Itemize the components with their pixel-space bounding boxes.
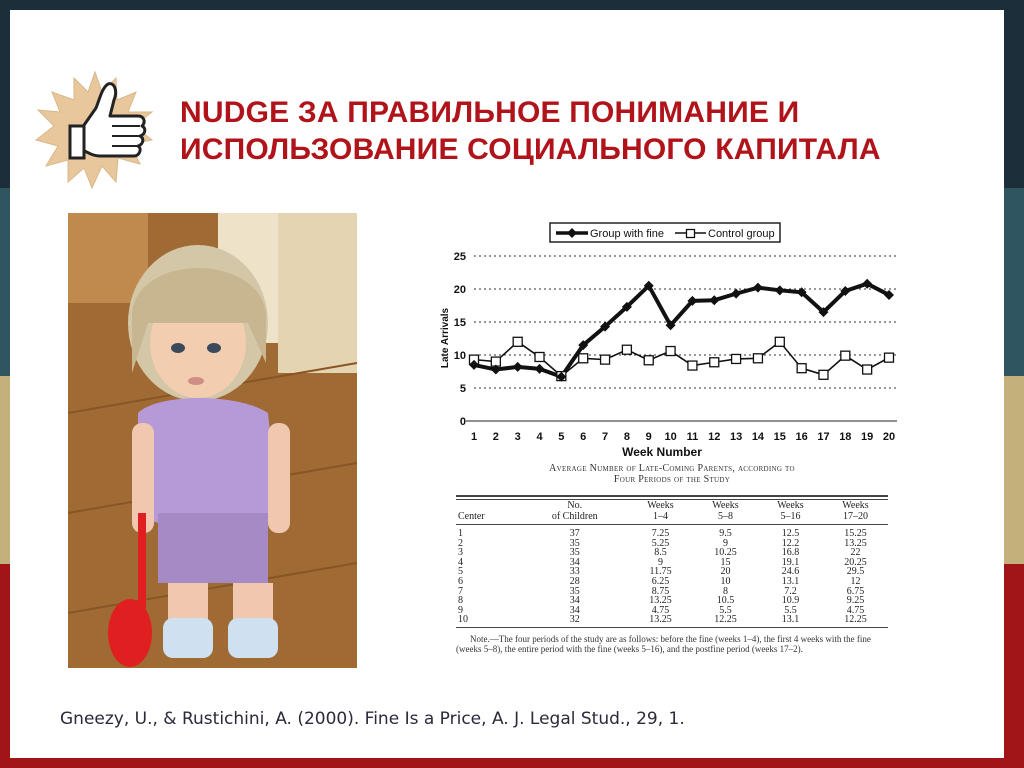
x-tick-label: 20 bbox=[882, 431, 896, 443]
table-cell: 34 bbox=[569, 604, 580, 616]
point-control bbox=[863, 365, 872, 374]
table-cell: 35 bbox=[569, 547, 580, 559]
table-row bbox=[456, 596, 888, 606]
legend-label-control: Control group bbox=[708, 228, 775, 240]
point-control bbox=[622, 345, 631, 354]
point-fine bbox=[709, 295, 719, 305]
table-row bbox=[456, 606, 888, 616]
x-tick-label: 18 bbox=[839, 431, 852, 443]
table-row bbox=[456, 548, 888, 558]
table-row bbox=[456, 558, 888, 568]
table-cell: 8.5 bbox=[654, 547, 667, 559]
table-cell: 13.25 bbox=[628, 615, 693, 627]
data-table bbox=[456, 500, 888, 628]
table-cell: 15 bbox=[720, 556, 731, 568]
x-tick-label: 14 bbox=[751, 431, 765, 443]
table-cell: 20.25 bbox=[844, 556, 867, 568]
point-control bbox=[579, 354, 588, 363]
point-control bbox=[885, 353, 894, 362]
table-note: Note.—The four periods of the study are as follows: before the fine (weeks 1–4), the first 4 weeks with the fine (weeks 5–8), the entire period with the fine (weeks 5–16), and the postfine period (weeks 17–2). bbox=[456, 633, 871, 654]
point-control bbox=[688, 361, 697, 370]
point-control bbox=[732, 354, 741, 363]
table-row bbox=[456, 567, 888, 577]
y-axis-label: Late Arrivals bbox=[440, 307, 451, 369]
table-cell-center: 4 bbox=[458, 556, 463, 568]
point-fine bbox=[535, 364, 545, 374]
point-control bbox=[775, 337, 784, 346]
y-tick-label: 5 bbox=[459, 383, 466, 395]
table-cell: 12.25 bbox=[823, 615, 888, 627]
table-cell: 34 bbox=[569, 595, 580, 607]
table-cell: 6.75 bbox=[846, 585, 865, 597]
x-tick-label: 3 bbox=[514, 431, 521, 443]
table-cell: 20 bbox=[720, 566, 731, 578]
point-control bbox=[797, 364, 806, 373]
table-cell: 15.25 bbox=[844, 528, 867, 539]
legend-marker-control bbox=[687, 230, 695, 238]
table-cell-center: 3 bbox=[458, 547, 463, 559]
table-cell: 13.25 bbox=[649, 595, 672, 607]
table-cell-center: 1 bbox=[458, 528, 463, 539]
table-cell-center: 5 bbox=[458, 566, 463, 578]
table-row bbox=[456, 539, 888, 549]
point-fine bbox=[753, 283, 763, 293]
slide-title-line-1: NUDGE ЗА ПРАВИЛЬНОЕ ПОНИМАНИЕ И bbox=[180, 96, 800, 129]
table-cell: 29.5 bbox=[846, 566, 865, 578]
table-cell: 4.75 bbox=[846, 604, 865, 616]
x-tick-label: 16 bbox=[795, 431, 808, 443]
table-title-line-2: Four Periods of the Study bbox=[613, 474, 731, 485]
table-cell-center: 2 bbox=[458, 537, 463, 549]
point-fine bbox=[731, 289, 741, 299]
late-arrivals-line-chart bbox=[422, 210, 902, 462]
table-cell: 10.5 bbox=[716, 595, 735, 607]
table-cell: 37 bbox=[569, 528, 580, 539]
legend-label-fine: Group with fine bbox=[590, 228, 664, 240]
header-w2-top: Weeks bbox=[712, 500, 739, 511]
point-control bbox=[753, 354, 762, 363]
table-cell: 10 bbox=[720, 575, 731, 587]
x-tick-label: 10 bbox=[664, 431, 677, 443]
y-tick-label: 25 bbox=[453, 251, 466, 263]
citation: Gneezy, U., & Rustichini, A. (2000). Fine Is a Price, A. J. Legal Stud., 29, 1. bbox=[60, 709, 685, 729]
point-control bbox=[601, 355, 610, 364]
table-cell: 12.5 bbox=[781, 528, 800, 539]
point-fine bbox=[775, 285, 785, 295]
x-tick-label: 12 bbox=[708, 431, 721, 443]
x-tick-label: 13 bbox=[729, 431, 743, 443]
table-cell: 5.25 bbox=[651, 537, 670, 549]
x-tick-label: 15 bbox=[773, 431, 786, 443]
table-top-rule bbox=[456, 495, 888, 497]
table-cell-center: 8 bbox=[458, 595, 463, 607]
table-cell: 35 bbox=[569, 585, 580, 597]
table-row bbox=[456, 615, 888, 627]
table-cell: 24.6 bbox=[781, 566, 800, 578]
table-cell: 13.25 bbox=[844, 537, 867, 549]
table-cell: 28 bbox=[569, 575, 580, 587]
point-control bbox=[666, 347, 675, 356]
x-tick-label: 5 bbox=[558, 431, 565, 443]
x-tick-label: 9 bbox=[645, 431, 652, 443]
point-fine bbox=[513, 362, 523, 372]
header-w2-bottom: 5–8 bbox=[693, 511, 758, 525]
table-cell: 11.75 bbox=[649, 566, 672, 578]
x-tick-label: 8 bbox=[623, 431, 630, 443]
x-tick-label: 1 bbox=[470, 431, 478, 443]
x-tick-label: 2 bbox=[492, 431, 499, 443]
x-tick-label: 17 bbox=[817, 431, 830, 443]
late-parents-table bbox=[456, 463, 888, 654]
table-row bbox=[456, 525, 888, 539]
table-cell: 6.25 bbox=[651, 575, 670, 587]
table-cell: 12.25 bbox=[693, 615, 758, 627]
table-cell: 35 bbox=[569, 537, 580, 549]
table-cell: 13.1 bbox=[758, 615, 823, 627]
point-control bbox=[819, 370, 828, 379]
table-cell: 5.5 bbox=[784, 604, 797, 616]
point-control bbox=[841, 351, 850, 360]
x-tick-label: 6 bbox=[580, 431, 587, 443]
table-title-line-1: Average Number of Late-Coming Parents, according to bbox=[549, 463, 795, 474]
table-cell: 9 bbox=[658, 556, 663, 568]
table-row bbox=[456, 577, 888, 587]
chart-legend bbox=[550, 223, 780, 242]
table-cell-center: 7 bbox=[458, 585, 463, 597]
header-w3-bottom: 5–16 bbox=[758, 511, 823, 525]
y-tick-label: 20 bbox=[453, 284, 466, 296]
header-children-top: No. bbox=[567, 500, 583, 511]
point-control bbox=[513, 337, 522, 346]
header-center: Center bbox=[456, 511, 522, 525]
table-cell: 9.5 bbox=[719, 528, 732, 539]
table-cell: 8 bbox=[722, 585, 728, 597]
table-cell: 19.1 bbox=[781, 556, 800, 568]
table-cell: 10.9 bbox=[781, 595, 800, 607]
table-cell-center: 6 bbox=[458, 575, 463, 587]
table-cell: 32 bbox=[522, 615, 629, 627]
x-axis-label: Week Number bbox=[622, 445, 702, 459]
photo-girl-with-shovel bbox=[68, 213, 357, 668]
table-cell: 34 bbox=[569, 556, 580, 568]
table-row bbox=[456, 587, 888, 597]
table-cell: 7.2 bbox=[784, 585, 797, 597]
table-cell: 7.25 bbox=[651, 528, 670, 539]
x-tick-label: 19 bbox=[861, 431, 874, 443]
point-control bbox=[710, 358, 719, 367]
table-cell: 4.75 bbox=[651, 604, 670, 616]
x-tick-label: 4 bbox=[536, 431, 543, 443]
slide-title bbox=[180, 94, 980, 168]
series-line-fine bbox=[474, 284, 889, 377]
y-tick-label: 10 bbox=[453, 350, 466, 362]
table-cell: 9 bbox=[722, 537, 728, 549]
table-cell: 12.2 bbox=[781, 537, 800, 549]
table-title bbox=[456, 463, 888, 485]
table-cell: 10.25 bbox=[714, 547, 737, 559]
header-w1-top: Weeks bbox=[647, 500, 674, 511]
header-children-bottom: of Children bbox=[522, 511, 629, 525]
header-w1-bottom: 1–4 bbox=[628, 511, 693, 525]
table-cell: 22 bbox=[850, 547, 861, 559]
header-w4-bottom: 17–20 bbox=[823, 511, 888, 525]
y-tick-label: 15 bbox=[453, 317, 466, 329]
point-control bbox=[535, 352, 544, 361]
y-tick-label: 0 bbox=[459, 416, 466, 428]
table-cell: 8.75 bbox=[651, 585, 670, 597]
table-cell: 12 bbox=[850, 575, 861, 587]
table-cell: 9.25 bbox=[846, 595, 865, 607]
table-cell: 13.1 bbox=[781, 575, 800, 587]
table-cell-center: 9 bbox=[458, 604, 463, 616]
table-cell: 5.5 bbox=[719, 604, 732, 616]
table-cell: 33 bbox=[569, 566, 580, 578]
header-w3-top: Weeks bbox=[777, 500, 804, 511]
point-control bbox=[644, 356, 653, 365]
slide bbox=[10, 10, 1004, 758]
slide-title-line-2: ИСПОЛЬЗОВАНИЕ СОЦИАЛЬНОГО КАПИТАЛА bbox=[180, 133, 881, 166]
table-cell-center: 10 bbox=[456, 615, 522, 627]
table-cell: 16.8 bbox=[781, 547, 800, 559]
thumbs-up-icon bbox=[34, 70, 156, 190]
x-tick-label: 7 bbox=[601, 431, 609, 443]
header-w4-top: Weeks bbox=[842, 500, 869, 511]
bottom-red-line bbox=[0, 760, 1024, 768]
x-tick-label: 11 bbox=[686, 431, 699, 443]
